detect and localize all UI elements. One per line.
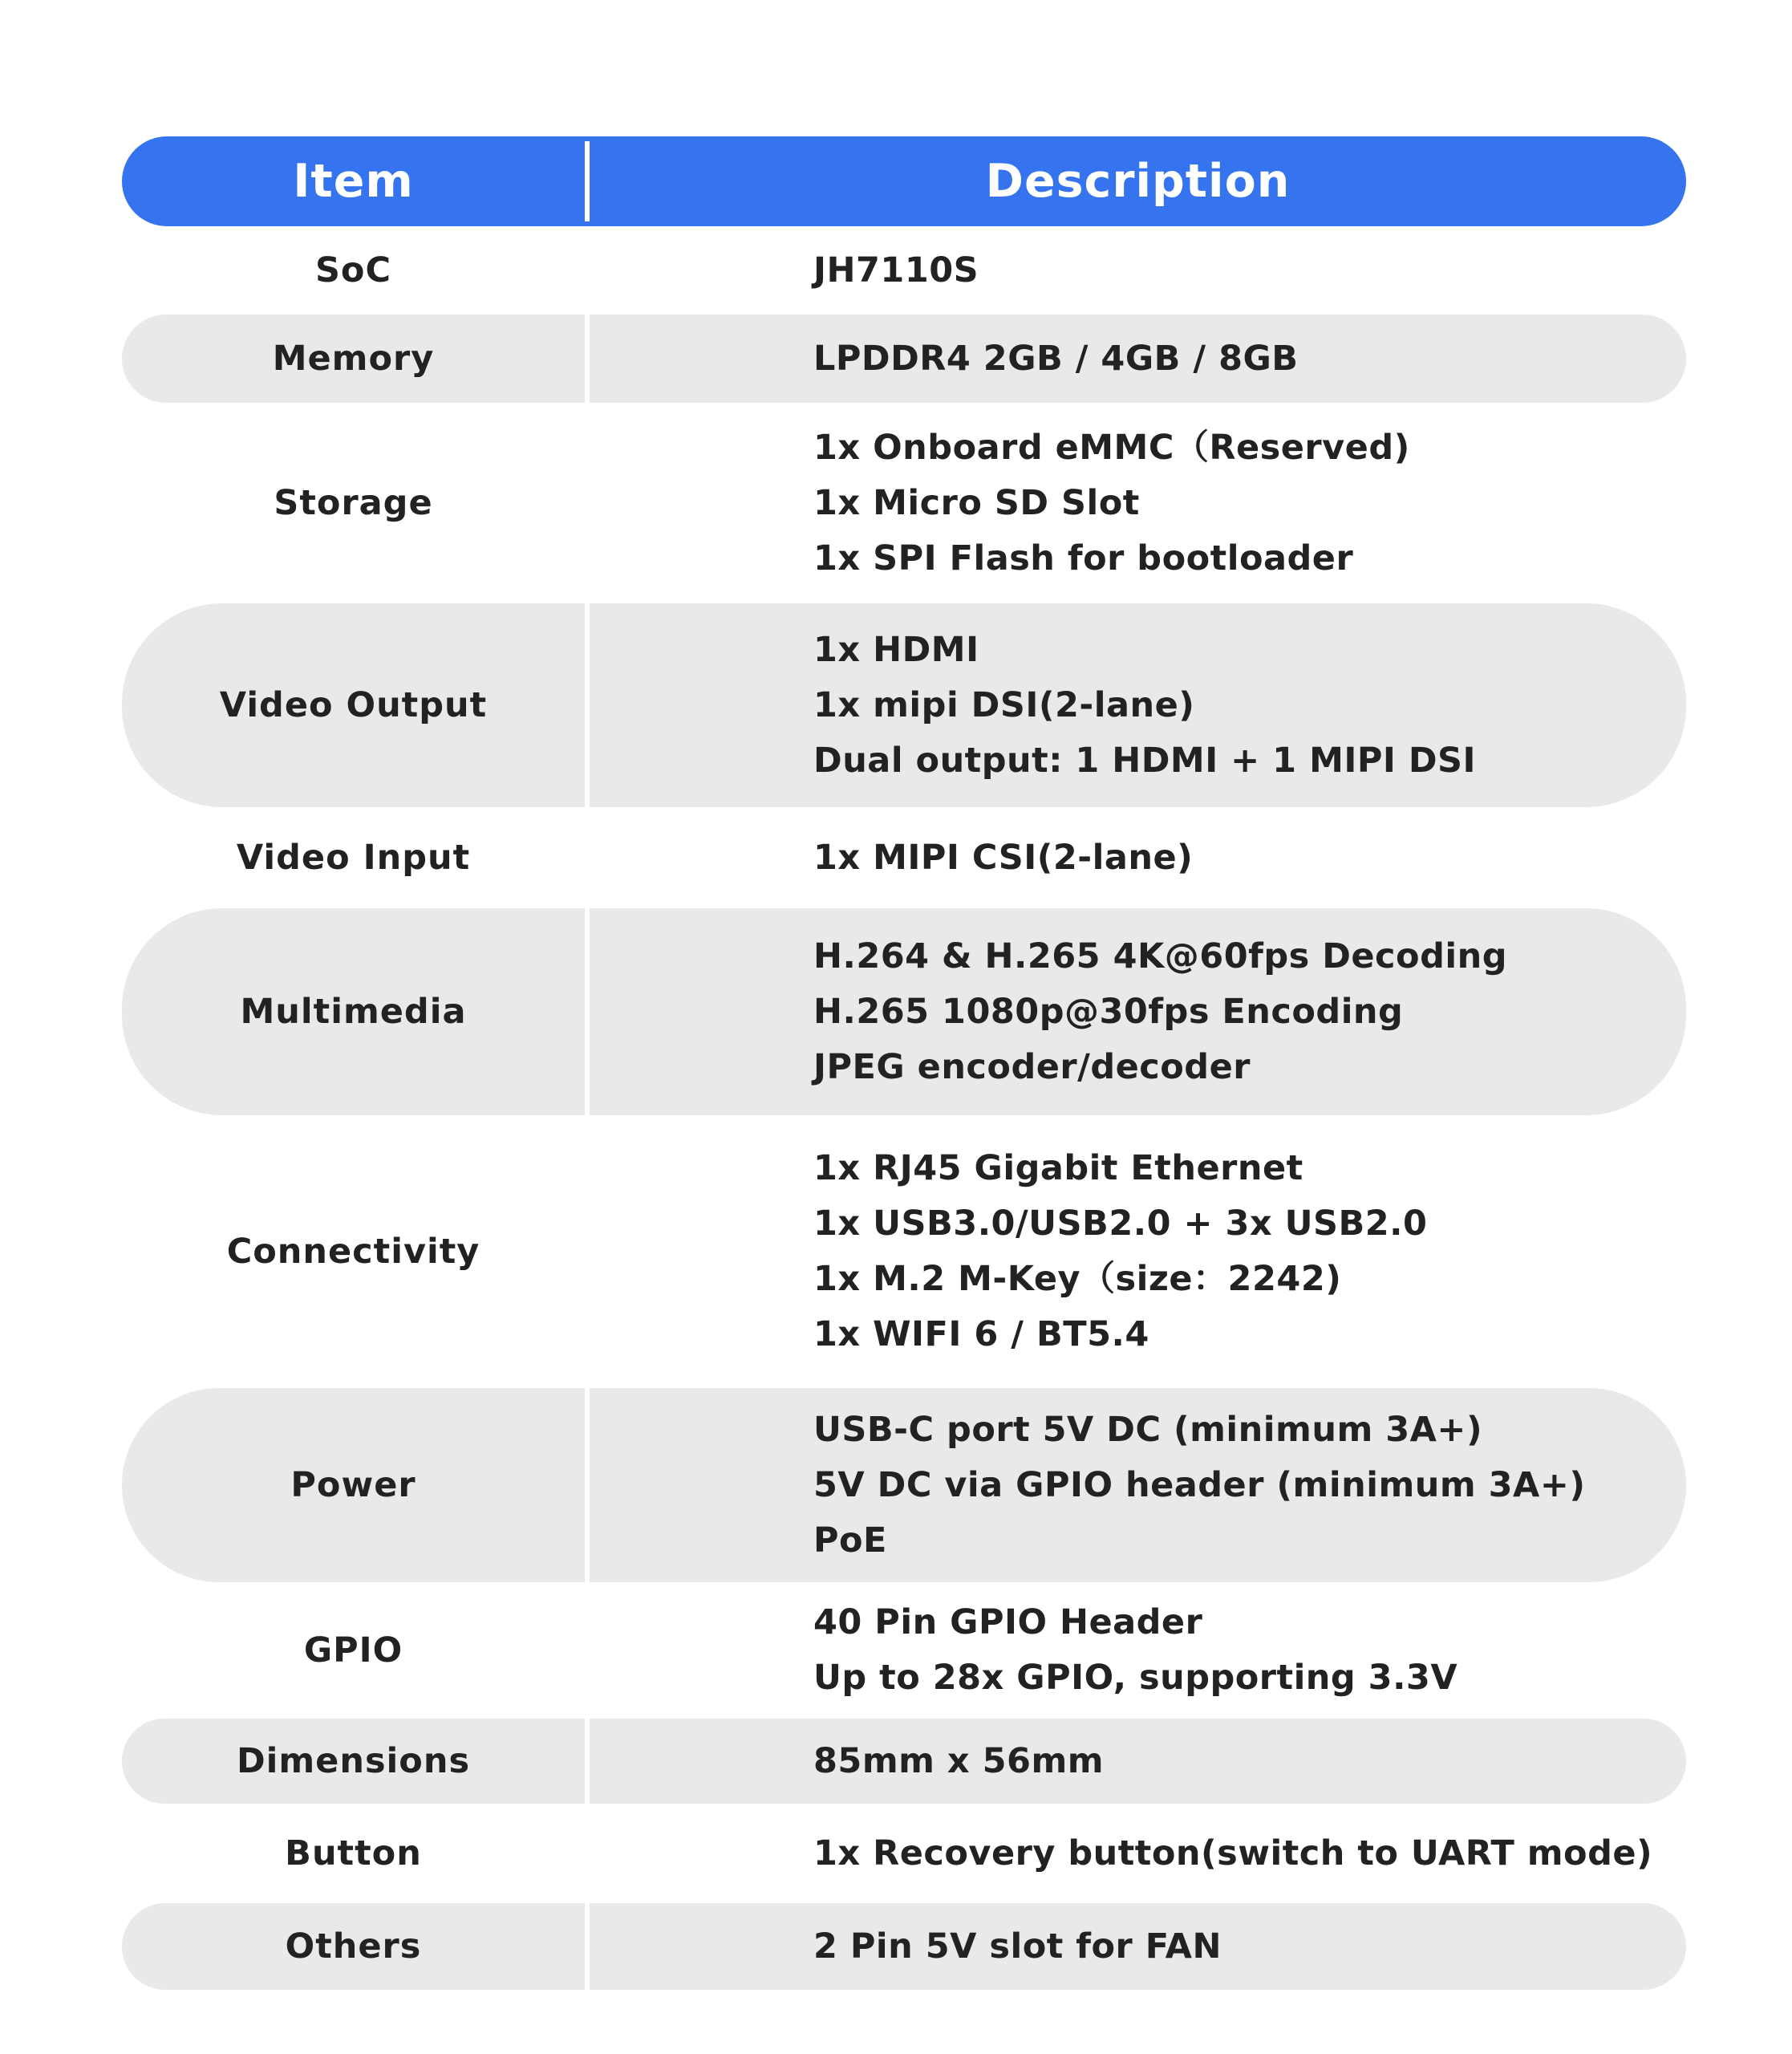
table-row-others [122, 1903, 1686, 1990]
description-line: 1x Recovery button(switch to UART mode) [813, 1833, 1653, 1873]
description-line: JH7110S [813, 250, 979, 290]
description-line: 40 Pin GPIO Header [813, 1602, 1203, 1642]
row-item-label: Power [290, 1465, 416, 1505]
row-item-label: Memory [272, 339, 435, 379]
description-line: H.265 1080p@30fps Encoding [813, 991, 1404, 1032]
table-row-storage [122, 403, 1686, 603]
row-description [590, 1388, 1686, 1582]
description-line: 1x M.2 M-Key（size：2242) [813, 1259, 1342, 1299]
row-description [590, 315, 1686, 403]
description-line: USB-C port 5V DC (minimum 3A+) [813, 1409, 1483, 1450]
description-line: 1x RJ45 Gigabit Ethernet [813, 1148, 1303, 1188]
row-item-label: Multimedia [240, 992, 467, 1032]
table-row-soc [122, 226, 1686, 315]
description-line: 1x SPI Flash for bootloader [813, 538, 1354, 578]
row-description [590, 1719, 1686, 1804]
table-row-button [122, 1804, 1686, 1903]
row-description [590, 1582, 1686, 1719]
row-item-label: Video Input [236, 838, 471, 878]
row-item-label: GPIO [303, 1630, 403, 1670]
table-row-connectivity [122, 1115, 1686, 1388]
description-line: JPEG encoder/decoder [813, 1046, 1251, 1087]
description-line: Dual output: 1 HDMI + 1 MIPI DSI [813, 740, 1477, 781]
row-item-label: Storage [274, 483, 433, 523]
description-line: 1x MIPI CSI(2-lane) [813, 837, 1194, 878]
spec-table [122, 136, 1686, 1990]
row-description [590, 1903, 1686, 1990]
description-line: 5V DC via GPIO header (minimum 3A+) [813, 1464, 1586, 1505]
row-item-label: Connectivity [226, 1232, 480, 1272]
table-row-video-output [122, 603, 1686, 807]
row-item-label: SoC [314, 250, 392, 290]
description-line: LPDDR4 2GB / 4GB / 8GB [813, 338, 1299, 379]
table-row-power [122, 1388, 1686, 1582]
table-header [122, 136, 1686, 226]
row-description [590, 1804, 1686, 1903]
table-row-dimensions [122, 1719, 1686, 1804]
table-row-memory [122, 315, 1686, 403]
row-item-label: Others [285, 1926, 422, 1967]
row-item-label: Video Output [219, 685, 488, 725]
row-description [590, 403, 1686, 603]
description-line: PoE [813, 1520, 887, 1561]
description-line: 85mm x 56mm [813, 1740, 1105, 1781]
row-item-label: Dimensions [236, 1741, 471, 1781]
description-line: 2 Pin 5V slot for FAN [813, 1926, 1222, 1967]
description-line: 1x HDMI [813, 629, 979, 670]
description-line: H.264 & H.265 4K@60fps Decoding [813, 936, 1508, 976]
description-line: 1x USB3.0/USB2.0 + 3x USB2.0 [813, 1204, 1428, 1244]
row-description [590, 908, 1686, 1115]
description-line: 1x mipi DSI(2-lane) [813, 684, 1195, 725]
description-line: 1x WIFI 6 / BT5.4 [813, 1314, 1149, 1354]
table-row-multimedia [122, 908, 1686, 1115]
header-description-label: Description [985, 155, 1291, 208]
description-line: 1x Micro SD Slot [813, 482, 1140, 523]
row-description [590, 603, 1686, 807]
description-line: Up to 28x GPIO, supporting 3.3V [813, 1658, 1458, 1698]
header-item-label: Item [293, 155, 414, 208]
table-row-gpio [122, 1582, 1686, 1719]
row-description [590, 226, 1686, 315]
row-description [590, 807, 1686, 908]
table-row-video-input [122, 807, 1686, 908]
description-line: 1x Onboard eMMC（Reserved) [813, 427, 1410, 468]
row-description [590, 1115, 1686, 1388]
row-item-label: Button [285, 1833, 422, 1873]
